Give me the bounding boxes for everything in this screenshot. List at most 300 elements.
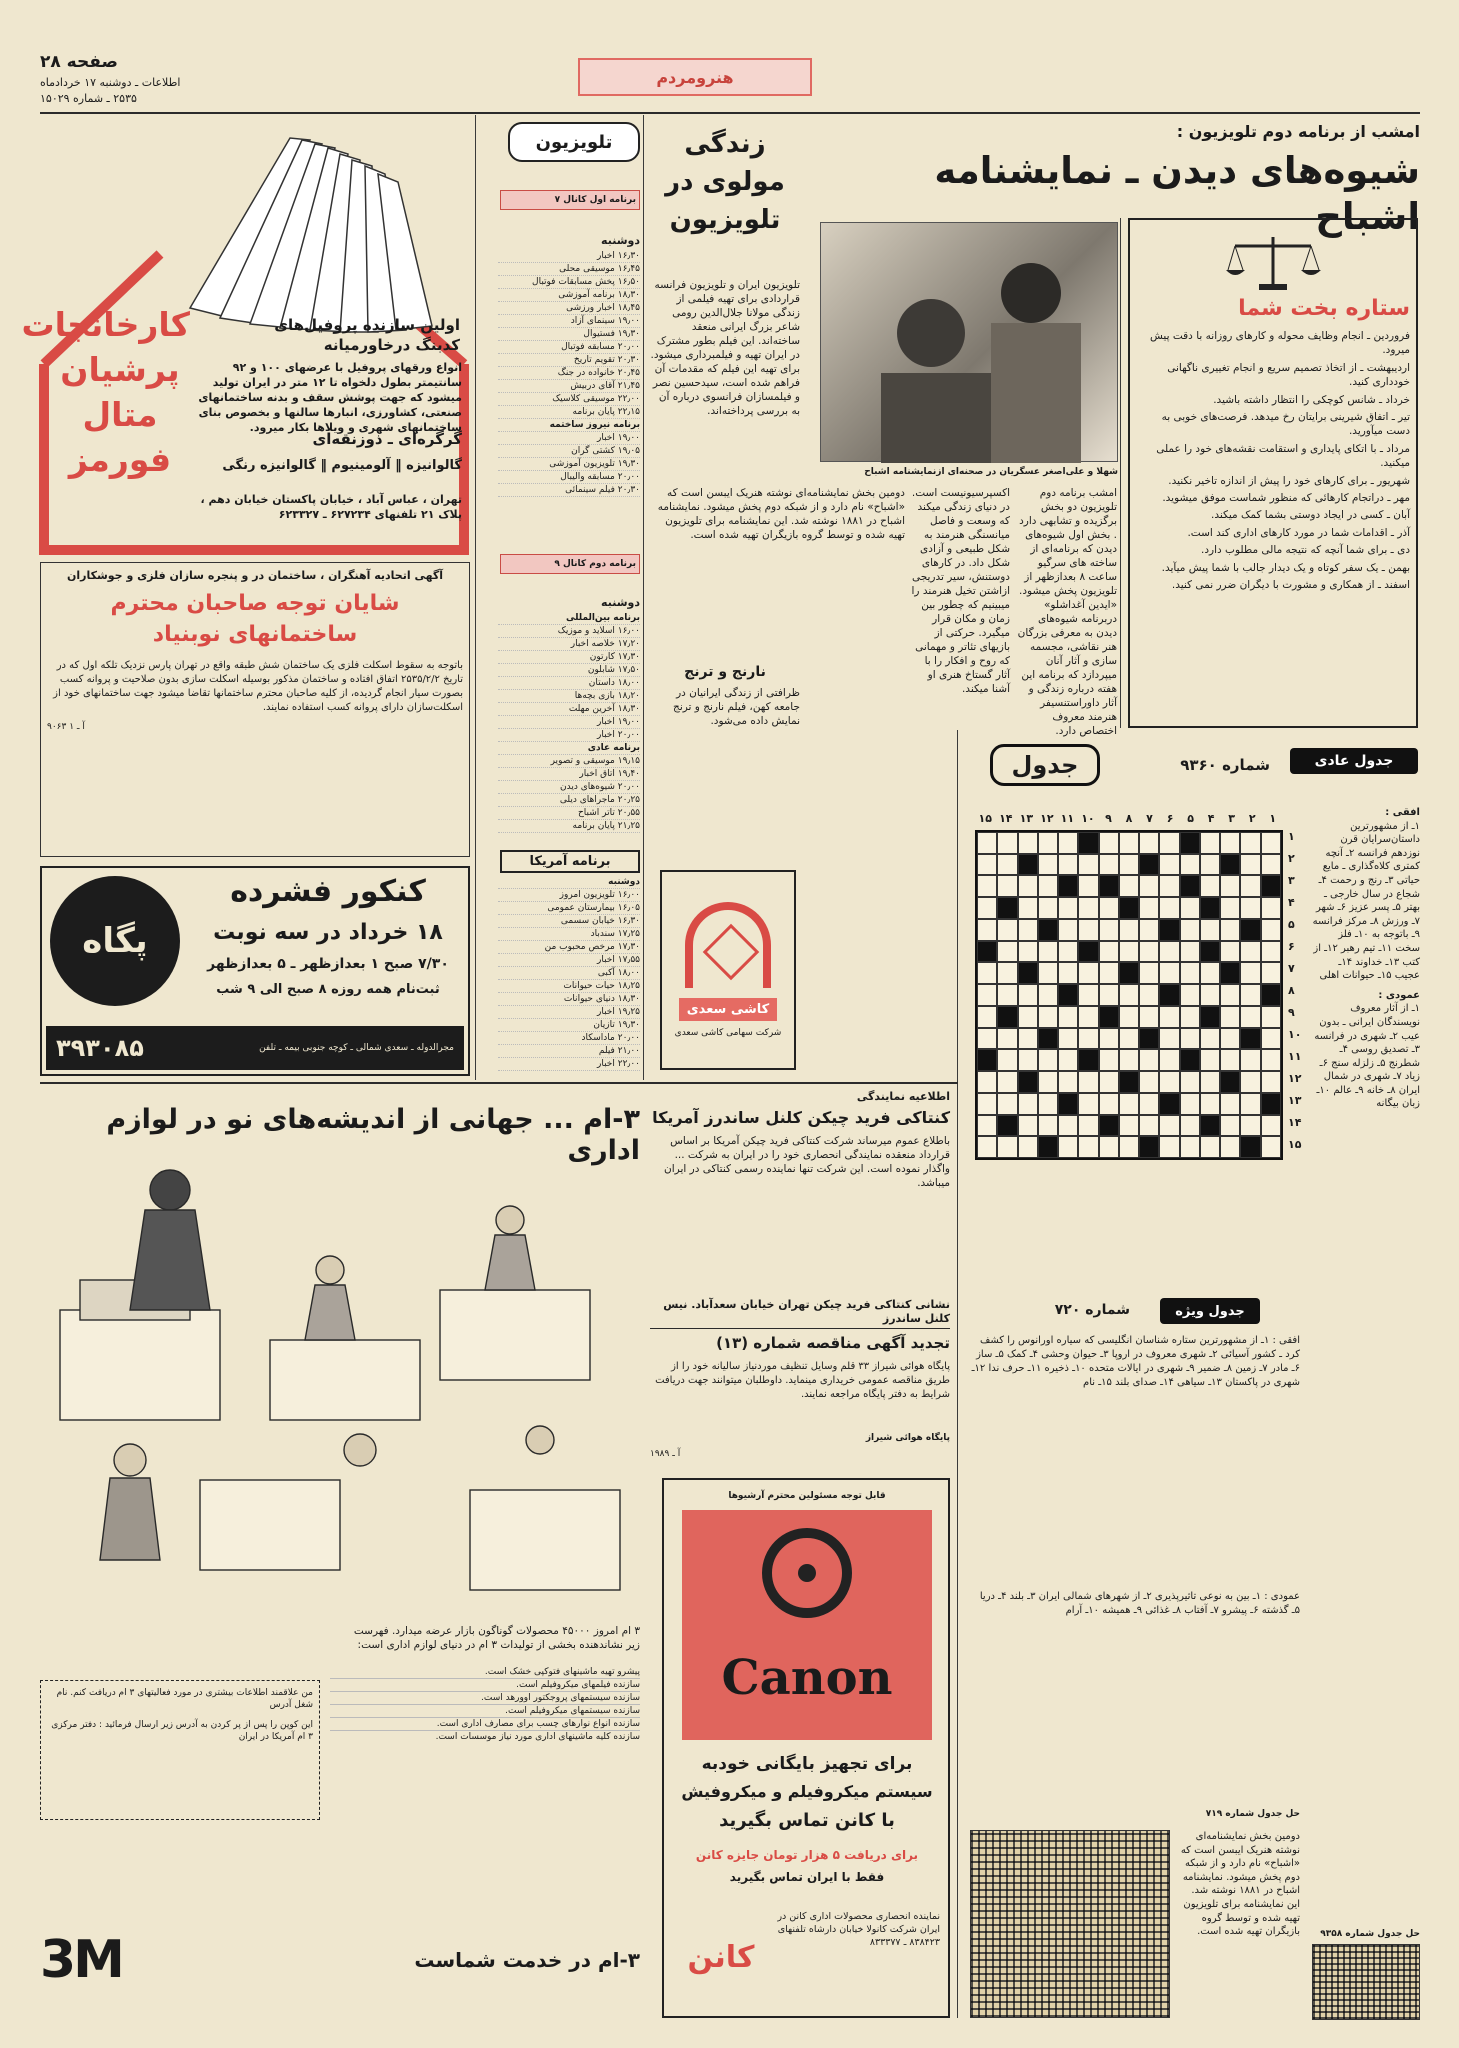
crossword-black-cell bbox=[1261, 1093, 1281, 1115]
program-row: ۱۸٫۴۵ اخبار ورزشی bbox=[498, 302, 640, 315]
program-row: ۱۹٫۳۰ فستیوال bbox=[498, 328, 640, 341]
crossword-black-cell bbox=[977, 941, 997, 963]
mowlavi-subtitle: نارنج و ترنج bbox=[684, 664, 766, 680]
program-row: ۱۹٫۱۵ موسیقی و تصویر bbox=[498, 755, 640, 768]
kenteki-body: باطلاع عموم میرساند شرکت کنتاکی فرید چیکن آمریکا بر اساس قرارداد منعقده نمایندگی انحصاری خود را در ایران به شرکت ... واگذار نموده است. این شرکت تنها نماینده رسمی کنتاکی در ایران میباشد. bbox=[664, 1135, 950, 1189]
crossword-cell bbox=[1038, 1093, 1058, 1115]
crossword-black-cell bbox=[1119, 897, 1139, 919]
crossword-cell bbox=[1058, 941, 1078, 963]
crossword-cell bbox=[1240, 832, 1260, 854]
crossword-cell bbox=[1240, 984, 1260, 1006]
crossword-cell bbox=[977, 875, 997, 897]
crossword-cell bbox=[1038, 1006, 1058, 1028]
crossword-cell bbox=[1099, 1049, 1119, 1071]
tender-rule bbox=[650, 1328, 950, 1329]
canon-prize2: فقط با ایران تماس بگیرید bbox=[729, 1870, 885, 1884]
mowlavi-subbody: ظرافتی از زندگی ایرانیان در جامعه کهن، فیلم نارنج و ترنج نمایش داده می‌شود. bbox=[673, 687, 800, 727]
row-number: ۵ bbox=[1288, 918, 1295, 931]
article-col-2: اکسپرسیونیست است. در دنیای زندگی میکند که وسعت و فاصل میانسنگی هنرمند به شکل طبیعی و آزادی شکل داد. در کارهای دوستنش، سیر تدریجی ازاشتن تخیل هنرمند را میبینیم که چطور بین زمان و مکان قرار میگیرد. حرکتی از بازیهای تئاتر و مهمانی که روح و افکار را با آثار گستاخ هنری او آشنا میکند. bbox=[911, 487, 1010, 695]
col-number: ۸ bbox=[1125, 812, 1133, 825]
crossword-cell bbox=[977, 984, 997, 1006]
crossword-black-cell bbox=[1200, 1006, 1220, 1028]
crossword-black-cell bbox=[1180, 875, 1200, 897]
crossword-cell bbox=[1099, 1071, 1119, 1093]
crossword-cell bbox=[1018, 1049, 1038, 1071]
article-col-3: دومین بخش نمایشنامه‌ای نوشته هنریک ایبسن است که «اشباح» نام دارد و از شبکه دوم پخش میشود. نمایشنامه اشباح در ۱۸۸۱ نوشته شد. این نمایشنامه برای تلویزیون تهیه شده و توسط گروه بازیگران تهیه شده است. bbox=[657, 487, 905, 541]
film-reel-icon bbox=[762, 1528, 852, 1618]
crossword-cell bbox=[1099, 919, 1119, 941]
program-row: ۱۹٫۲۵ اخبار bbox=[498, 1006, 640, 1019]
crossword-cell bbox=[1200, 1028, 1220, 1050]
ch1-list bbox=[498, 250, 640, 497]
col-rule-1 bbox=[475, 115, 476, 1080]
program-row: ۱۸٫۰۰ آکبی bbox=[498, 967, 640, 980]
crossword-cell bbox=[1119, 854, 1139, 876]
crossword-cell bbox=[1018, 875, 1038, 897]
crossword-cell bbox=[1200, 1093, 1220, 1115]
crossword-black-cell bbox=[1200, 1115, 1220, 1137]
crossword-cell bbox=[1058, 1136, 1078, 1158]
crossword-cell bbox=[1220, 1049, 1240, 1071]
ch2-label: برنامه دوم کانال ۹ bbox=[500, 554, 640, 574]
col-rule-2 bbox=[643, 115, 644, 1080]
crossword-cell bbox=[1180, 1071, 1200, 1093]
program-row: ۱۸٫۲۵ حیات حیوانات bbox=[498, 980, 640, 993]
crossword-cell bbox=[1018, 941, 1038, 963]
crossword2-label: جدول ویژه bbox=[1160, 1298, 1260, 1324]
crossword-cell bbox=[1180, 1136, 1200, 1158]
clues-horizontal: ۱ـ از مشهورترین داستان‌سرایان قرن نوزدهم فرانسه ۲ـ آنچه کمتری کلاه‌گذاری ـ مایع حیاتی ۳ـ رنج و رحمت ۴ـ شجاع در سال خارجی ـ بهتر ۵ـ پسر عزیز ۶ـ شهر ۷ـ ورزش ۸ـ مرکز فرانسه ۹ـ باتوجه به ۱۰ـ فلز سخت ۱۱ـ تیم رهبر ۱۲ـ از کتب ۱۳ـ خداوند ۱۴ـ عجیب ۱۵ـ حیوانات اهلی bbox=[1312, 820, 1420, 982]
program-row: ۱۶٫۵۰ پخش مسابقات فوتبال bbox=[498, 276, 640, 289]
section-banner bbox=[578, 58, 812, 96]
tender-body: پایگاه هوائی شیراز ۳۳ قلم وسایل تنظیف موردنیاز سالیانه خود را از طریق مناقصه عمومی خریداری مینماید. داوطلبان میتوانند جهت دریافت شرایط به دفتر پایگاه مراجعه نمایند. bbox=[655, 1361, 950, 1400]
crossword-black-cell bbox=[1038, 1136, 1058, 1158]
row-number: ۱۴ bbox=[1288, 1116, 1302, 1129]
program-row: ۲۱٫۴۵ آقای دربیش bbox=[498, 380, 640, 393]
col-number: ۳ bbox=[1228, 812, 1236, 825]
crossword-cell bbox=[1018, 1093, 1038, 1115]
notice-code: آ ـ ۱ ۹۰۶۳ bbox=[47, 722, 85, 732]
program-row: ۱۹٫۳۰ تلویزیون آموزشی bbox=[498, 458, 640, 471]
col-number: ۱ bbox=[1269, 812, 1277, 825]
article-kicker: امشب از برنامه دوم تلویزیون : bbox=[1176, 122, 1420, 141]
crossword-number: شماره ۹۳۶۰ bbox=[1180, 756, 1270, 774]
3m-item: سازنده کلیه ماشینهای اداری مورد نیاز موسسات است. bbox=[435, 1732, 640, 1742]
row-number: ۳ bbox=[1288, 874, 1295, 887]
crossword-cell bbox=[1018, 897, 1038, 919]
crossword-cell bbox=[977, 962, 997, 984]
crossword-cell bbox=[1139, 1115, 1159, 1137]
horoscope-item: اردیبهشت ـ از اتخاذ تصمیم سریع و انجام تغییری ناگهانی خودداری کنید. bbox=[1167, 361, 1410, 389]
row-number: ۸ bbox=[1288, 984, 1295, 997]
row-number: ۱۲ bbox=[1288, 1072, 1302, 1085]
paper-date: اطلاعات ـ دوشنبه ۱۷ خردادماه bbox=[40, 76, 181, 89]
program-row: ۱۸٫۳۰ دنیای حیوانات bbox=[498, 993, 640, 1006]
crossword-cell bbox=[1200, 1136, 1220, 1158]
crossword-cell bbox=[1200, 832, 1220, 854]
crossword-cell bbox=[997, 875, 1017, 897]
crossword-cell bbox=[1119, 1093, 1139, 1115]
mid-rule bbox=[40, 1082, 958, 1084]
crossword-cell bbox=[1159, 1049, 1179, 1071]
crossword-cell bbox=[1159, 832, 1179, 854]
crossword-cell bbox=[1038, 941, 1058, 963]
crossword-cell bbox=[1240, 962, 1260, 984]
program-row: ۲۰٫۳۰ فیلم سینمائی bbox=[498, 484, 640, 497]
col-number: ۷ bbox=[1146, 812, 1153, 825]
tender-title: تجدید آگهی مناقصه شماره (۱۳) bbox=[716, 1334, 950, 1352]
crossword-cell bbox=[1058, 919, 1078, 941]
crossword-cell bbox=[997, 1071, 1017, 1093]
crossword-cell bbox=[1240, 1071, 1260, 1093]
clues-vertical: ۱ـ از آثار معروف نویسندگان ایرانی ـ بدون عیب ۲ـ شهری در فرانسه ۳ـ تصدیق روسی ۴ـ شطرنج ۵ـ زلزله سنج ۶ـ زیاد ۷ـ شهری در شمال ایران ۸ـ خانه ۹ـ عالم ۱۰ـ زبان بیگانه bbox=[1314, 1003, 1420, 1110]
pershian-brand bbox=[21, 302, 190, 482]
pegah-footer bbox=[46, 1026, 464, 1070]
crossword-cell bbox=[1078, 962, 1098, 984]
program-row: ۱۹٫۰۰ اخبار bbox=[498, 716, 640, 729]
crossword-cell bbox=[1159, 1071, 1179, 1093]
program-row: ۲۱٫۰۰ فیلم bbox=[498, 1045, 640, 1058]
crossword-cell bbox=[1240, 941, 1260, 963]
row-number: ۱۵ bbox=[1288, 1138, 1302, 1151]
crossword-cell bbox=[1038, 1071, 1058, 1093]
crossword-cell bbox=[1119, 1136, 1139, 1158]
crossword-cell bbox=[1099, 854, 1119, 876]
row-number: ۹ bbox=[1288, 1006, 1295, 1019]
crossword-cell bbox=[1159, 875, 1179, 897]
crossword-cell bbox=[1180, 984, 1200, 1006]
crossword-cell bbox=[1078, 897, 1098, 919]
3m-list bbox=[330, 1666, 640, 1743]
crossword-black-cell bbox=[1078, 1049, 1098, 1071]
crossword-cell bbox=[1058, 1049, 1078, 1071]
crossword-cell bbox=[1018, 1028, 1038, 1050]
program-row: ۲۰٫۰۰ اخبار bbox=[498, 729, 640, 742]
crossword-cell bbox=[1240, 1115, 1260, 1137]
crossword-black-cell bbox=[1099, 1115, 1119, 1137]
crossword-cell bbox=[1261, 897, 1281, 919]
crossword-cell bbox=[1078, 1093, 1098, 1115]
article-col-1: امشب برنامه دوم تلویزیون دو بخش برگزیده و تشابهی دارد . بخش اول شیوه‌های دیدن که برنامه‌ای از ساخته های سرگیو ساعت ۸ بعدازظهر از تلویزیون پخش میشود. «ایدین آغداشلو» دربرنامه شیوه‌های دیدن به معرفی بزرگان هنر نقاشی، مجسمه سازی و آثار آنان میپردازد که برنامه این هفته درباره زندگی و آثار داوراستنسیفر هنرمند معروف اختصاص دارد. bbox=[1017, 487, 1117, 737]
pegah-ad bbox=[40, 866, 470, 1076]
col-number: ۹ bbox=[1105, 812, 1112, 825]
crossword-cell bbox=[1139, 1049, 1159, 1071]
crossword-cell bbox=[1078, 984, 1098, 1006]
crossword-cell bbox=[1261, 832, 1281, 854]
crossword-cell bbox=[1220, 1136, 1240, 1158]
program-row: ۲۰٫۵۵ تاتر اشباح bbox=[498, 807, 640, 820]
horoscope-item: فروردین ـ انجام وظایف محوله و کارهای روزانه با دقت پیش میرود. bbox=[1150, 330, 1410, 357]
crossword-black-cell bbox=[1038, 1028, 1058, 1050]
crossword-cell bbox=[997, 1093, 1017, 1115]
crossword2-number: شماره ۷۲۰ bbox=[1054, 1302, 1130, 1318]
crossword-cell bbox=[1139, 962, 1159, 984]
crossword-black-cell bbox=[1200, 897, 1220, 919]
crossword-cell bbox=[1180, 1093, 1200, 1115]
crossword-cell bbox=[1240, 854, 1260, 876]
pershian-brand-line: پرشیان bbox=[60, 350, 180, 389]
crossword-cell bbox=[977, 1071, 997, 1093]
horoscope-item: بهمن ـ یک سفر کوتاه و یک دیدار جالب با شما پیش میآید. bbox=[1161, 561, 1410, 574]
crossword-cell bbox=[1139, 1071, 1159, 1093]
crossword-cell bbox=[1018, 1115, 1038, 1137]
crossword-cell bbox=[1261, 1071, 1281, 1093]
col-rule-4 bbox=[1120, 218, 1121, 728]
crossword-cell bbox=[1099, 1093, 1119, 1115]
crossword-cell bbox=[977, 1028, 997, 1050]
crossword-black-cell bbox=[1058, 875, 1078, 897]
program-row: ۱۷٫۳۰ مرخص محبوب من bbox=[498, 941, 640, 954]
union-notice bbox=[40, 562, 470, 857]
col-number: ۱۵ bbox=[978, 812, 992, 825]
crossword-cell bbox=[1119, 1006, 1139, 1028]
canon-logo-fa: کانن bbox=[687, 1940, 755, 1975]
row-number: ۱ bbox=[1288, 830, 1295, 843]
program-row: ۱۷٫۲۰ خلاصه اخبار bbox=[498, 638, 640, 651]
horoscope-item: خرداد ـ شانس کوچکی را انتظار داشته باشید. bbox=[1213, 393, 1410, 406]
crossword-cell bbox=[1220, 919, 1240, 941]
clues-title: افقی : bbox=[1385, 807, 1420, 818]
crossword-cell bbox=[1180, 1115, 1200, 1137]
crossword-cell bbox=[1180, 941, 1200, 963]
crossword-cell bbox=[1078, 1006, 1098, 1028]
crossword-cell bbox=[1139, 897, 1159, 919]
top-rule bbox=[40, 112, 1420, 114]
program-row: ۱۸٫۳۰ برنامه آموزشی bbox=[498, 289, 640, 302]
crossword-black-cell bbox=[1261, 984, 1281, 1006]
crossword-black-cell bbox=[1180, 1049, 1200, 1071]
kashi-sub: شرکت سهامی کاشی سعدی bbox=[674, 1027, 782, 1038]
program-row: ۱۷٫۵۵ اخبار bbox=[498, 954, 640, 967]
crossword-black-cell bbox=[1119, 962, 1139, 984]
crossword-black-cell bbox=[1220, 962, 1240, 984]
crossword-cell bbox=[1200, 919, 1220, 941]
program-row: ۲۲٫۰۰ اخبار bbox=[498, 1058, 640, 1071]
3m-coupon-text: من علاقمند اطلاعات بیشتری در مورد فعالیتهای ۳ ام دریافت کنم. نام شغل آدرس bbox=[56, 1688, 313, 1710]
program-row: ۱۷٫۳۰ کارتون bbox=[498, 651, 640, 664]
crossword-black-cell bbox=[1200, 941, 1220, 963]
crossword-cell bbox=[977, 1006, 997, 1028]
col-rule-3 bbox=[957, 730, 958, 2018]
crossword-black-cell bbox=[1240, 1136, 1260, 1158]
article-headline: شیوه‌های دیدن ـ نمایشنامه اشباح bbox=[934, 149, 1420, 238]
crossword-cell bbox=[1038, 1115, 1058, 1137]
crossword-cell bbox=[1159, 897, 1179, 919]
crossword-cell bbox=[1078, 1028, 1098, 1050]
crossword-cell bbox=[1018, 1006, 1038, 1028]
program-row: ۱۶٫۰۰ اسلاید و موزیک bbox=[498, 625, 640, 638]
crossword-cell bbox=[1180, 1028, 1200, 1050]
crossword-cell bbox=[997, 1049, 1017, 1071]
crossword-black-cell bbox=[1139, 1136, 1159, 1158]
crossword-cell bbox=[1159, 1136, 1179, 1158]
col-number: ۵ bbox=[1187, 812, 1194, 825]
crossword-cell bbox=[1159, 1028, 1179, 1050]
program-row: ۱۷٫۲۵ سندباد bbox=[498, 928, 640, 941]
crossword-black-cell bbox=[1180, 832, 1200, 854]
crossword-cell bbox=[1058, 1115, 1078, 1137]
us-list bbox=[498, 876, 640, 1071]
crossword-cell bbox=[1220, 1006, 1240, 1028]
pershian-line1: اولین سازنده پروفیل‌های bbox=[274, 316, 460, 334]
crossword-cell bbox=[1200, 1071, 1220, 1093]
article-continuation: دومین بخش نمایشنامه‌ای نوشته هنریک ایبسن است که «اشباح» نام دارد و از شبکه دوم پخش میشود. نمایشنامه اشباح در ۱۸۸۱ نوشته شد. این نمایشنامه برای تلویزیون تهیه شده و توسط گروه بازیگران تهیه شده است. bbox=[1180, 1831, 1300, 1938]
notice-head1: شایان توجه صاحبان محترم bbox=[110, 591, 400, 616]
notice-top: آگهی اتحادیه آهنگران ، ساختمان در و پنجره سازان فلزی و جوشکاران bbox=[66, 569, 444, 582]
crossword-cell bbox=[1038, 875, 1058, 897]
crossword-cell bbox=[1119, 1028, 1139, 1050]
crossword-cell bbox=[1139, 1006, 1159, 1028]
3m-item: سازنده فیلمهای میکروفیلم است. bbox=[330, 1679, 640, 1692]
col-number: ۴ bbox=[1207, 812, 1215, 825]
crossword-black-cell bbox=[1139, 854, 1159, 876]
crossword-cell bbox=[997, 832, 1017, 854]
pershian-line2: کدبنگ درخاورمیانه bbox=[323, 336, 460, 354]
col-number: ۱۲ bbox=[1040, 812, 1054, 825]
crossword-cell bbox=[977, 1093, 997, 1115]
crossword-black-cell bbox=[1159, 1093, 1179, 1115]
program-row: ۲۲٫۱۵ پایان برنامه bbox=[498, 406, 640, 419]
ch1-label: برنامه اول کانال ۷ bbox=[500, 190, 640, 210]
crossword-black-cell bbox=[1261, 875, 1281, 897]
pershian-brand-line: متال bbox=[82, 395, 158, 434]
crossword-black-cell bbox=[1240, 1028, 1260, 1050]
program-row: ۱۷٫۵۰ شابلون bbox=[498, 664, 640, 677]
row-number: ۲ bbox=[1288, 852, 1295, 865]
pershian-ad bbox=[21, 118, 470, 556]
tv-logo-text: تلویزیون bbox=[535, 131, 613, 153]
program-row: ۲۱٫۲۵ پایان برنامه bbox=[498, 820, 640, 833]
mowlavi-body: تلویزیون ایران و تلویزیون فرانسه قراردادی برای تهیه فیلمی از زندگی مولانا جلال‌الدین رومی شاعر بزرگ ایرانی منعقد ساخته‌اند. این فیلم بطور مشترک در ایران تهیه و فیلمبرداری میشود. برای تهیه این فیلم که مقدمات آن فراهم شده است، سیدحسین نصر و فیلمسازان فرانسوی درباره آن به بررسی پرداخته‌اند. bbox=[650, 279, 800, 417]
program-row: ۱۸٫۲۰ بازی بچه‌ها bbox=[498, 690, 640, 703]
3m-body: ۳ ام امروز ۴۵۰۰۰ محصولات گوناگون بازار عرضه میدارد. فهرست زیر نشاندهنده بخشی از تولیدات ۳ ام در دنیای لوازم اداری است: bbox=[353, 1625, 640, 1651]
horoscope-title: ستاره بخت شما bbox=[1238, 296, 1410, 321]
crossword-cell bbox=[1180, 962, 1200, 984]
crossword-cell bbox=[1119, 941, 1139, 963]
crossword-cell bbox=[1159, 1006, 1179, 1028]
crossword-cell bbox=[977, 1115, 997, 1137]
crossword-black-cell bbox=[1018, 962, 1038, 984]
col-number: ۱۰ bbox=[1081, 812, 1095, 825]
crossword-cell bbox=[1240, 1006, 1260, 1028]
horoscope-item: مهر ـ دراتجام کارهائی که منظور شماست موفق میشوید. bbox=[1162, 492, 1410, 505]
crossword-cell bbox=[1038, 854, 1058, 876]
crossword-black-cell bbox=[1159, 919, 1179, 941]
crossword-cell bbox=[1200, 875, 1220, 897]
program-row: ۱۸٫۰۰ داستان bbox=[498, 677, 640, 690]
crossword-cell bbox=[1139, 832, 1159, 854]
horoscope-box bbox=[1128, 218, 1418, 728]
program-row: ۲۰٫۳۰ تقویم تاریخ bbox=[498, 354, 640, 367]
crossword-cell bbox=[1240, 1093, 1260, 1115]
crossword-cell bbox=[1038, 984, 1058, 1006]
notice-body: باتوجه به سقوط اسکلت فلزی یک ساختمان شش طبقه واقع در تهران پارس نزدیک تلکه اول که در تاریخ ۲۵۳۵/۲/۲ اتفاق افتاده و ساختمان مذکور بوسیله اسکلت سازی بدون صلاحیت و پروانه کسب بصورت سیار انجام گردیده، از کلیه صاحبان محترم ساختمانها تقاضا میشود جهت ساختمانهای خود از اسکلت‌سازان دارای پروانه کسب استفاده نمایند. bbox=[53, 660, 463, 713]
3m-coupon-send: این کوپن را پس از پر کردن به آدرس زیر ارسال فرمائید : دفتر مرکزی ۳ ام آمریکا در ایران bbox=[51, 1720, 313, 1742]
pershian-brand-line: فورمز bbox=[68, 440, 172, 479]
crossword-cell bbox=[1099, 1028, 1119, 1050]
program-row: ۱۹٫۰۰ سینمای آزاد bbox=[498, 315, 640, 328]
row-number: ۶ bbox=[1288, 940, 1295, 953]
kenteki-footer: نشانی کنتاکی فرید چیکن تهران خیابان سعدآباد. نیس کلنل ساندرز bbox=[663, 1298, 950, 1325]
crossword-cell bbox=[1220, 1028, 1240, 1050]
crossword-cell bbox=[1078, 1071, 1098, 1093]
crossword-cell bbox=[1261, 1049, 1281, 1071]
crossword-cell bbox=[1078, 1136, 1098, 1158]
crossword-cell bbox=[1200, 962, 1220, 984]
crossword-cell bbox=[1240, 875, 1260, 897]
crossword2-clues: افقی : ۱ـ از مشهورترین ستاره شناسان انگلیسی که سیاره اورانوس را کشف کرد ـ کشور آسیائی ۲ـ شهری معروف در اروپا ۳ـ حیوان وحشی ۴ـ کمک ۵ـ ساز ۶ـ مادر ۷ـ زمین ۸ـ ضمیر ۹ـ شهری در ایالات متحده ۱۰ـ ذخیره ۱۱ـ حرف ندا ۱۲ـ شهری در پاکستان ۱۳ـ سیاهی ۱۴ـ صدای بلند ۱۵ـ نام bbox=[971, 1335, 1300, 1388]
program-subtitle: برنامه عادی bbox=[498, 742, 640, 755]
crossword-cell bbox=[1261, 919, 1281, 941]
col-number: ۱۳ bbox=[1019, 812, 1034, 825]
crossword-black-cell bbox=[1078, 941, 1098, 963]
crossword-cell bbox=[1159, 1115, 1179, 1137]
program-row: ۲۰٫۰۰ شیوه‌های دیدن bbox=[498, 781, 640, 794]
pershian-desc: انواع ورقهای پروفیل با عرضهای ۱۰۰ و ۹۲ سانتیمتر بطول دلخواه تا ۱۲ متر در ایران تولید میشود که جهت پوشش سقف و بدنه ساختمانهای صنعتی، کشاورزی، انبارها سالنها و بخصوص بنای ساختمانهای شهری و ویلاها بکار میرود. bbox=[198, 361, 462, 434]
crossword-cell bbox=[1038, 832, 1058, 854]
crossword-cell bbox=[1018, 1136, 1038, 1158]
col-number: ۱۱ bbox=[1060, 812, 1075, 825]
crossword-black-cell bbox=[997, 1115, 1017, 1137]
canon-line1: برای تجهیز بایگانی خودبه bbox=[701, 1754, 913, 1774]
program-row: ۱۶٫۳۰ خیابان سسمی bbox=[498, 915, 640, 928]
pershian-types: گرگره‌ای ـ ذوزنقه‌ای bbox=[312, 430, 462, 448]
crossword-cell bbox=[1220, 875, 1240, 897]
crossword-cell bbox=[1058, 962, 1078, 984]
crossword-cell bbox=[997, 1136, 1017, 1158]
horoscope-item: تیر ـ اتفاق شیرینی برایتان رخ میدهد. فرصت‌های خوبی به دست میآورید. bbox=[1161, 411, 1410, 438]
crossword-cell bbox=[1119, 832, 1139, 854]
canon-ad bbox=[662, 1478, 950, 2018]
crossword-cell bbox=[1038, 1049, 1058, 1071]
canon-top: قابل توجه مسئولین محترم آرشیوها bbox=[728, 1491, 886, 1501]
crossword-black-cell bbox=[997, 1006, 1017, 1028]
horoscope-item: آبان ـ کسی در ایجاد دوستی بشما کمک میکند. bbox=[1211, 509, 1410, 522]
crossword-cell bbox=[1099, 984, 1119, 1006]
crossword2-solution-grid bbox=[970, 1830, 1170, 2018]
crossword-cell bbox=[1119, 1049, 1139, 1071]
program-subtitle: برنامه بین‌المللی bbox=[498, 612, 640, 625]
crossword-cell bbox=[1220, 1093, 1240, 1115]
crossword-cell bbox=[1220, 984, 1240, 1006]
program-row: ۱۹٫۰۰ اخبار bbox=[498, 432, 640, 445]
crossword-cell bbox=[977, 854, 997, 876]
crossword-cell bbox=[1139, 875, 1159, 897]
3m-item: سازنده سیستمهای میکروفیلم است. bbox=[330, 1705, 640, 1718]
pershian-brand-line: کارخانجات bbox=[21, 305, 190, 344]
canon-brand: Canon bbox=[721, 1650, 893, 1706]
canon-red-block bbox=[682, 1510, 932, 1740]
program-row: ۲۰٫۴۵ خانواده در جنگ bbox=[498, 367, 640, 380]
crossword-cell bbox=[1038, 897, 1058, 919]
3m-item: سازنده سیستمهای پروجکتور اوورهد است. bbox=[330, 1692, 640, 1705]
col-number: ۶ bbox=[1166, 812, 1174, 825]
program-row: ۲۲٫۰۰ موسیقی کلاسیک bbox=[498, 393, 640, 406]
scales-icon bbox=[1223, 232, 1323, 292]
program-row: ۲۰٫۰۰ مسابقه فوتبال bbox=[498, 341, 640, 354]
crossword2-vertical: عمودی : ۱ـ بین به نوعی تاثیرپذیری ۲ـ از شهرهای شمالی ایران ۳ـ بلند ۴ـ دریا ۵ـ گذشته ۶ـ پیشرو ۷ـ آفتاب ۸ـ غذائی ۹ـ همیشه ۱۰ـ آرام bbox=[979, 1591, 1300, 1616]
crossword-cell bbox=[1078, 1115, 1098, 1137]
pegah-line4: ثبت‌نام همه روزه ۸ صبح الی ۹ شب bbox=[216, 982, 440, 997]
crossword-cell bbox=[1139, 941, 1159, 963]
kashi-ad bbox=[660, 870, 796, 1070]
crossword-black-cell bbox=[1159, 984, 1179, 1006]
crossword-cell bbox=[1099, 962, 1119, 984]
crossword-black-cell bbox=[1099, 875, 1119, 897]
crossword-label: جدول عادی bbox=[1290, 748, 1418, 774]
crossword-cell bbox=[1119, 984, 1139, 1006]
crossword-black-cell bbox=[1038, 919, 1058, 941]
